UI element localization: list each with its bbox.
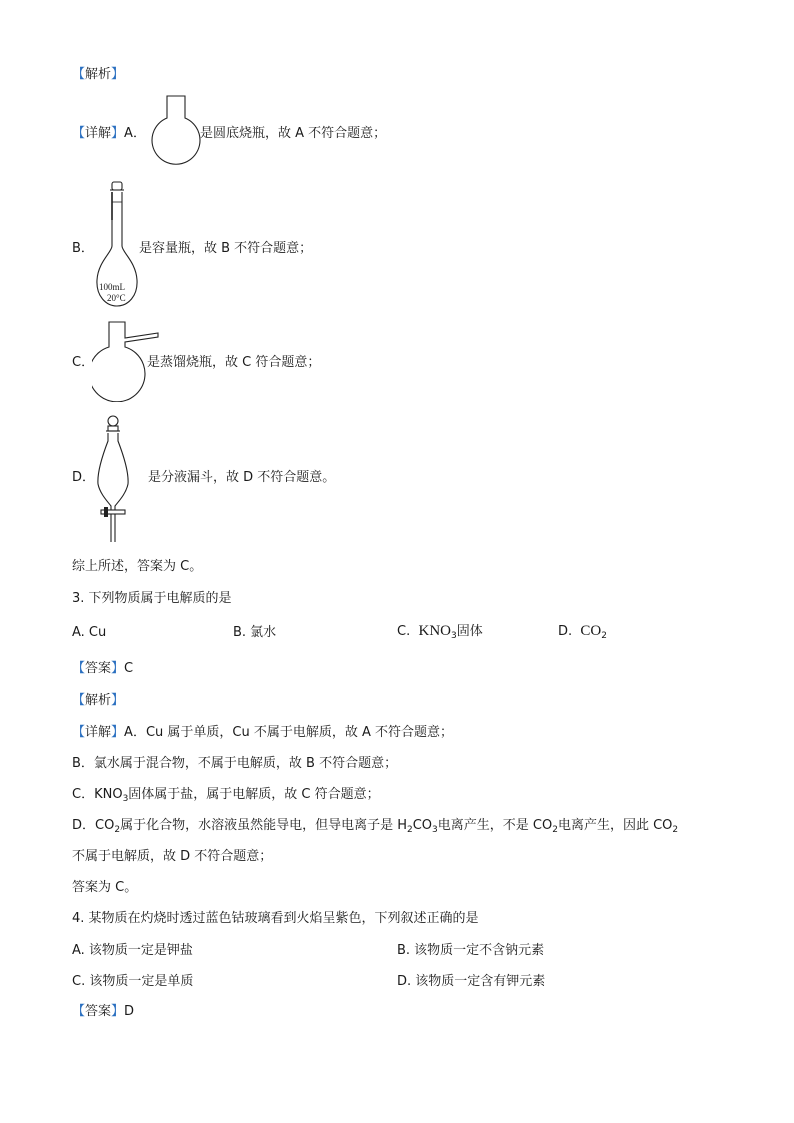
analysis-heading-3 — [72, 692, 124, 710]
question-3-option-b: B. 氯水 — [233, 625, 277, 640]
answer-3-final: 答案为 C。 — [72, 880, 138, 895]
answer-value: C — [124, 661, 134, 676]
bracket-close: 】 — [111, 693, 125, 708]
subscript-2: 2 — [406, 825, 413, 835]
detail-3-d-part: 属于化合物，水溶液虽然能导电，但导电离子是 H — [120, 818, 407, 833]
detail-label: 详解 — [85, 725, 112, 740]
flask-volume-label: 100mL — [99, 282, 125, 292]
bracket-open: 【 — [72, 67, 86, 82]
bracket-close: 】 — [111, 67, 125, 82]
question-4-option-d: D. 该物质一定含有钾元素 — [397, 974, 546, 989]
detail-option-a-label — [72, 125, 146, 143]
question-4-stem: 4. 某物质在灼烧时透过蓝色钴玻璃看到火焰呈紫色，下列叙述正确的是 — [72, 911, 479, 926]
option-d-text: 是分液漏斗，故 D 不符合题意。 — [148, 470, 336, 485]
answer-4 — [72, 1003, 134, 1021]
subscript-2: 2 — [552, 825, 558, 835]
detail-3-c-text: 固体属于盐，属于电解质，故 C 符合题意； — [128, 787, 380, 802]
bracket-close: 】 — [111, 126, 125, 141]
bracket-close: 】 — [111, 725, 125, 740]
analysis-label: 解析 — [85, 67, 112, 82]
subscript-2: 2 — [601, 631, 607, 641]
analysis-heading-1 — [72, 66, 124, 84]
answer-label: 答案 — [85, 661, 112, 676]
answer-value: D — [124, 1004, 135, 1019]
bracket-open: 【 — [72, 126, 86, 141]
detail-3-d — [72, 817, 678, 835]
bracket-close: 】 — [111, 1004, 125, 1019]
option-c-text: 是蒸馏烧瓶，故 C 符合题意； — [147, 355, 321, 370]
option-c-letter: C． — [72, 355, 95, 370]
option-letter-a: A． — [124, 126, 146, 141]
detail-3-a — [72, 724, 453, 742]
analysis-label: 解析 — [85, 693, 112, 708]
flask-temperature-label: 20°C — [107, 293, 126, 303]
detail-3-a-text: A．Cu 属于单质，Cu 不属于电解质，故 A 不符合题意； — [124, 725, 453, 740]
detail-3-b: B．氯水属于混合物，不属于电解质，故 B 不符合题意； — [72, 756, 398, 771]
answer-3 — [72, 660, 133, 678]
subscript-3: 3 — [122, 794, 129, 804]
summary-answer-c: 综上所述，答案为 C。 — [72, 559, 203, 574]
round-bottom-flask-icon — [150, 94, 204, 170]
option-b-text: 是容量瓶，故 B 不符合题意； — [139, 241, 313, 256]
option-d-letter: D. — [558, 624, 573, 639]
option-c-letter: C. — [397, 624, 411, 639]
detail-3-d-part: 电离产生，因此 CO — [557, 818, 673, 833]
option-c-rest: 固体 — [456, 624, 483, 639]
question-4-option-a: A. 该物质一定是钾盐 — [72, 943, 193, 958]
question-3-option-c — [397, 622, 483, 641]
formula-co2: CO — [580, 623, 602, 639]
formula-kno3: KNO — [418, 623, 451, 639]
detail-option-a-text: 是圆底烧瓶，故 A 不符合题意； — [200, 126, 387, 141]
detail-3-d-part: 电离产生，不是 CO — [437, 818, 553, 833]
detail-label: 详解 — [85, 126, 112, 141]
detail-3-c — [72, 786, 380, 804]
bracket-open: 【 — [72, 661, 86, 676]
bracket-close: 】 — [111, 661, 125, 676]
question-3-option-a: A. Cu — [72, 625, 107, 640]
option-b-letter: B． — [72, 241, 94, 256]
subscript-3: 3 — [450, 631, 457, 641]
subscript-2: 2 — [672, 825, 679, 835]
answer-label: 答案 — [85, 1004, 112, 1019]
detail-3-d-line-2: 不属于电解质，故 D 不符合题意； — [72, 849, 273, 864]
question-4-option-b: B. 该物质一定不含钠元素 — [397, 943, 545, 958]
subscript-3: 3 — [432, 825, 438, 835]
detail-3-c-formula: C．KNO — [72, 787, 123, 802]
option-d-letter: D． — [72, 470, 96, 485]
question-4-option-c: C. 该物质一定是单质 — [72, 974, 194, 989]
bracket-open: 【 — [72, 1004, 86, 1019]
question-3-option-d — [558, 622, 607, 641]
subscript-2: 2 — [114, 825, 121, 835]
detail-3-d-part: CO — [412, 818, 433, 833]
separatory-funnel-icon — [94, 414, 138, 546]
detail-3-d-part: D．CO — [72, 818, 115, 833]
question-3-stem: 3. 下列物质属于电解质的是 — [72, 591, 232, 606]
bracket-open: 【 — [72, 693, 86, 708]
bracket-open: 【 — [72, 725, 86, 740]
